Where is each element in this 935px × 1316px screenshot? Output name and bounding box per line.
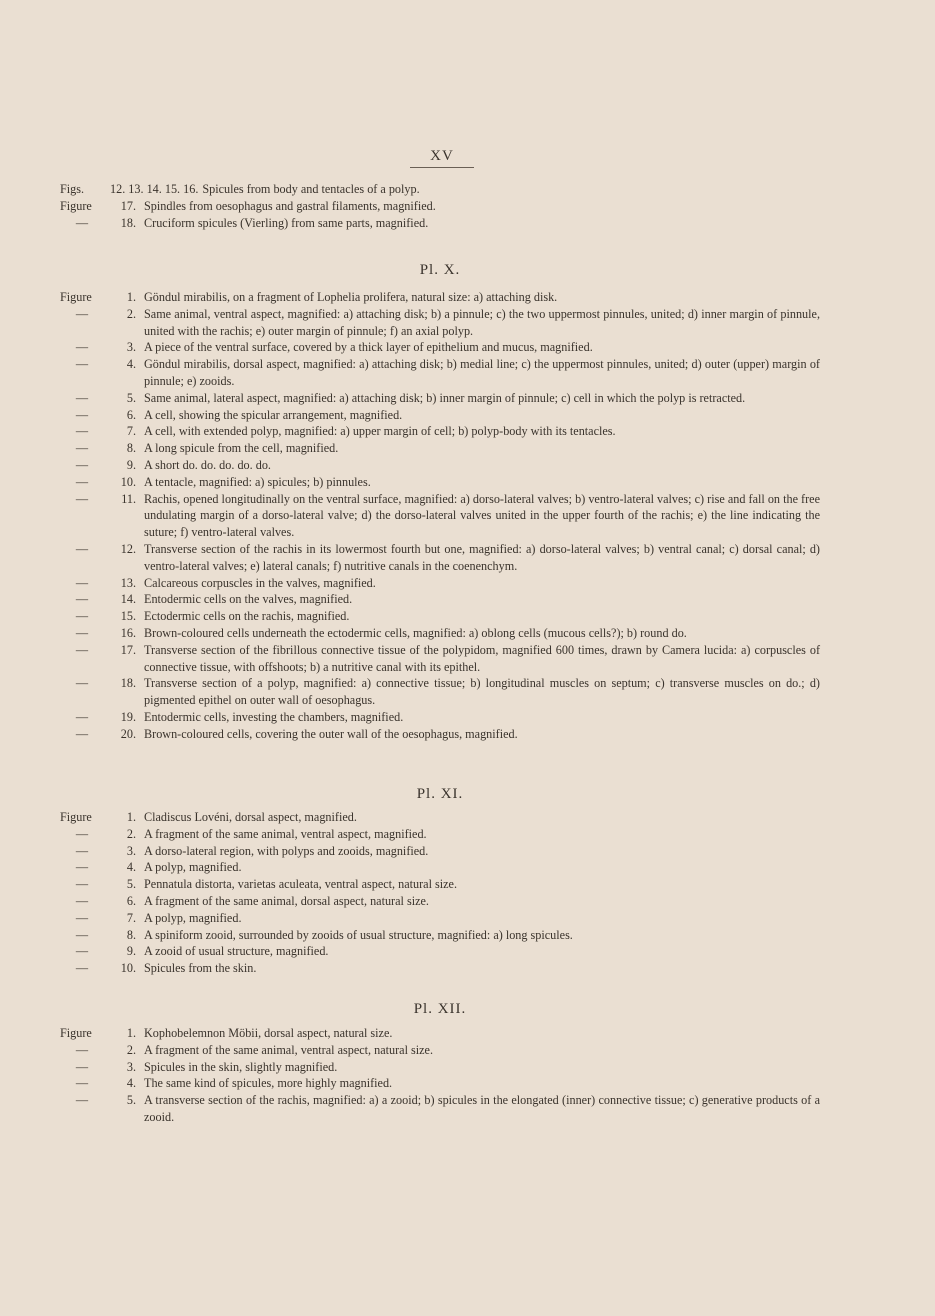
figure-entry [60,356,820,390]
figure-label: — [75,1076,89,1091]
figure-label: — [75,491,89,506]
figure-label: Figure [60,1026,92,1040]
figure-number: 17. [120,198,136,213]
figure-number: 7. [126,424,136,439]
figure-label: — [75,1093,89,1108]
figure-number: 3. [126,340,136,355]
figure-label: — [75,575,89,590]
figure-numbers: 12. 13. 14. 15. 16. [110,182,199,196]
figure-caption: Spicules from body and tentacles of a polyp. [202,182,420,196]
figure-caption: Brown-coloured cells, covering the outer wall of the oesophagus, magnified. [144,726,518,741]
figure-number: 3. [126,843,136,858]
figure-entry [60,1042,820,1059]
figure-entry [60,339,820,356]
figure-entry [60,457,820,474]
figure-caption: A spiniform zooid, surrounded by zooids of usual structure, magnified: a) long spicules. [144,927,573,942]
figure-label: Figure [60,198,92,213]
figure-entry [60,893,820,910]
figure-caption: A fragment of the same animal, dorsal aspect, natural size. [144,893,429,908]
figure-label: Figure [60,810,92,824]
figure-label: — [75,541,89,556]
plate-section [60,1025,820,1126]
figure-caption: A dorso-lateral region, with polyps and zooids, magnified. [144,843,429,858]
figure-entry [60,407,820,424]
figure-number: 17. [120,642,136,657]
figure-caption: A polyp, magnified. [144,860,242,875]
figure-caption: Calcareous corpuscles in the valves, magnified. [144,575,376,590]
figure-number: 4. [126,357,136,372]
figure-number: 5. [126,877,136,892]
figure-number: 19. [120,709,136,724]
figure-entry [60,876,820,893]
figure-entry [60,642,820,676]
figure-number: 10. [120,474,136,489]
figure-number: 9. [126,944,136,959]
figure-caption: Brown-coloured cells underneath the ectodermic cells, magnified: a) oblong cells (mucous cells?); b) round do. [144,625,687,640]
figure-entry [60,423,820,440]
figure-label: — [75,944,89,959]
figure-label: — [75,893,89,908]
figure-number: 6. [126,893,136,908]
figure-entry [60,843,820,860]
figure-label: — [75,357,89,372]
figure-entry [60,289,820,306]
figure-entry [60,625,820,642]
figure-number: 5. [126,390,136,405]
figure-entry [60,608,820,625]
figure-number: 1. [126,290,136,304]
figure-caption: Göndul mirabilis, on a fragment of Lophelia prolifera, natural size: a) attaching disk. [144,290,558,304]
figure-number: 11. [121,491,136,506]
figure-caption: Entodermic cells on the valves, magnified. [144,592,353,607]
figure-entry [60,1025,820,1042]
figure-caption: Cruciform spicules (Vierling) from same parts, magnified. [144,215,429,230]
figure-entry [60,181,820,198]
figure-number: 15. [120,609,136,624]
plate-heading: Pl. XI. [416,786,464,802]
plate-section [60,289,820,743]
figure-label: — [75,625,89,640]
figure-caption: A polyp, magnified. [144,910,242,925]
plate-heading: Pl. XII. [413,1001,467,1017]
figure-caption: Ectodermic cells on the rachis, magnified. [144,609,350,624]
figure-number: 4. [126,1076,136,1091]
figure-number: 2. [126,306,136,321]
figure-entry [60,726,820,743]
figure-label: Figs. [60,182,85,196]
figure-label: — [75,457,89,472]
figure-entry [60,910,820,927]
figure-caption: A fragment of the same animal, ventral aspect, magnified. [144,826,427,841]
figure-number: 2. [126,826,136,841]
figure-caption: A cell, with extended polyp, magnified: a) upper margin of cell; b) polyp-body with its tentacles. [144,424,616,439]
figure-number: 10. [120,961,136,976]
figure-label: — [75,877,89,892]
figure-label: — [75,642,89,657]
figure-number: 9. [126,457,136,472]
figure-caption: Entodermic cells, investing the chambers, magnified. [144,709,404,724]
figure-label: — [75,441,89,456]
figure-entry [60,859,820,876]
figure-number: 13. [120,575,136,590]
figure-number: 3. [126,1059,136,1074]
figure-number: 18. [120,676,136,691]
figure-label: — [75,390,89,405]
figure-number: 16. [120,625,136,640]
figure-number: 8. [126,927,136,942]
figure-label: — [75,927,89,942]
figure-number: 12. [120,541,136,556]
figure-caption: Spicules from the skin. [144,961,257,976]
figure-label: — [75,961,89,976]
figure-caption: A fragment of the same animal, ventral aspect, natural size. [144,1042,434,1057]
figure-caption: A cell, showing the spicular arrangement, magnified. [144,407,403,422]
figure-caption: Transverse section of the fibrillous connective tissue of the polypidom, magnified 600 times, drawn by Camera lucida: a) corpuscles of connective tissue, with offshoots; b) a nutritive canal with its epithel. [144,642,820,674]
figure-caption: A piece of the ventral surface, covered by a thick layer of epithelium and mucus, magnified. [144,340,593,355]
figure-entry [60,306,820,340]
figure-label: — [75,676,89,691]
figure-caption: Rachis, opened longitudinally on the ventral surface, magnified: a) dorso-lateral valves; b) ventro-lateral valves; c) rise and fall on the free undulating margin of a dorso-lateral valve; d) the dorso-lateral valves united in the upper fourth of the rachis; e) the line indicating the suture; f) ventro-lateral valves. [144,491,820,540]
figure-entry [60,215,820,232]
figure-number: 4. [126,860,136,875]
figure-caption: Transverse section of the rachis in its lowermost fourth but one, magnified: a) dorso-lateral valves; b) ventral canal; c) dorsal canal; d) ventro-lateral valves; e) lateral canals; f) nutritive canals in the coenenchym. [144,541,820,573]
figure-entry [60,1059,820,1076]
figure-entry [60,474,820,491]
figure-caption: The same kind of spicules, more highly magnified. [144,1076,393,1091]
figure-caption: Same animal, lateral aspect, magnified: a) attaching disk; b) inner margin of pinnule; c) cell in which the polyp is retracted. [144,390,746,405]
figure-caption: A zooid of usual structure, magnified. [144,944,329,959]
figure-entry [60,960,820,977]
figure-entry [60,198,820,215]
page-number: XV [410,148,474,168]
figure-caption: Göndul mirabilis, dorsal aspect, magnified: a) attaching disk; b) medial line; c) the uppermost pinnules, united; d) outer (upper) margin of pinnule; e) zooids. [144,357,820,388]
figure-number: 7. [126,910,136,925]
figure-entry [60,541,820,575]
figure-label: — [75,215,89,230]
figure-caption: Same animal, ventral aspect, magnified: a) attaching disk; b) a pinnule; c) the two uppermost pinnules, united; d) inner margin of pinnule, united with the rachis; e) outer margin of pinnule; f) an axial polyp. [144,306,820,338]
figure-label: — [75,726,89,741]
figure-entry [60,943,820,960]
figure-label: — [75,306,89,321]
figure-label: — [75,592,89,607]
figure-label: — [75,424,89,439]
figure-label: — [75,407,89,422]
figure-number: 14. [120,592,136,607]
figure-caption: Transverse section of a polyp, magnified: a) connective tissue; b) longitudinal muscles on septum; c) transverse muscles on do.; d) pigmented epithel on outer wall of oesophagus. [144,676,820,708]
figure-label: — [75,1059,89,1074]
figure-label: — [75,860,89,875]
figure-caption: A long spicule from the cell, magnified. [144,441,339,456]
figure-entry [60,491,820,541]
figure-caption: A transverse section of the rachis, magnified: a) a zooid; b) spicules in the elongated (inner) connective tissue; c) generative products of a zooid. [144,1093,820,1124]
figure-label: — [75,609,89,624]
plate-heading: Pl. X. [419,262,461,278]
figure-entry [60,591,820,608]
figure-caption: Spicules in the skin, slightly magnified. [144,1059,338,1074]
figure-label: — [75,826,89,841]
figure-number: 1. [126,810,136,824]
figure-label: — [75,340,89,355]
figure-caption: Kophobelemnon Möbii, dorsal aspect, natural size. [144,1026,393,1040]
figure-caption: Spindles from oesophagus and gastral filaments, magnified. [144,198,436,213]
figure-entry [60,390,820,407]
figure-entry [60,709,820,726]
figure-number: 1. [126,1026,136,1040]
figure-entry [60,927,820,944]
figure-entry [60,1075,820,1092]
figure-caption: A tentacle, magnified: a) spicules; b) pinnules. [144,474,371,489]
figure-label: — [75,910,89,925]
figure-entry [60,675,820,709]
figure-number: 5. [126,1093,136,1108]
figure-number: 8. [126,441,136,456]
figure-number: 2. [126,1042,136,1057]
figure-number: 18. [120,215,136,230]
figure-label: — [75,709,89,724]
figure-caption: Cladiscus Lovéni, dorsal aspect, magnified. [144,810,357,824]
figure-entry [60,1092,820,1126]
figure-caption: A short do. do. do. do. do. [144,457,271,472]
intro-section [60,181,820,231]
figure-label: — [75,474,89,489]
plate-section [60,809,820,977]
figure-label: — [75,843,89,858]
figure-number: 6. [126,407,136,422]
figure-entry [60,575,820,592]
figure-label: Figure [60,290,92,304]
figure-number: 20. [120,726,136,741]
figure-entry [60,440,820,457]
figure-entry [60,809,820,826]
figure-label: — [75,1042,89,1057]
figure-caption: Pennatula distorta, varietas aculeata, ventral aspect, natural size. [144,877,458,892]
figure-entry [60,826,820,843]
